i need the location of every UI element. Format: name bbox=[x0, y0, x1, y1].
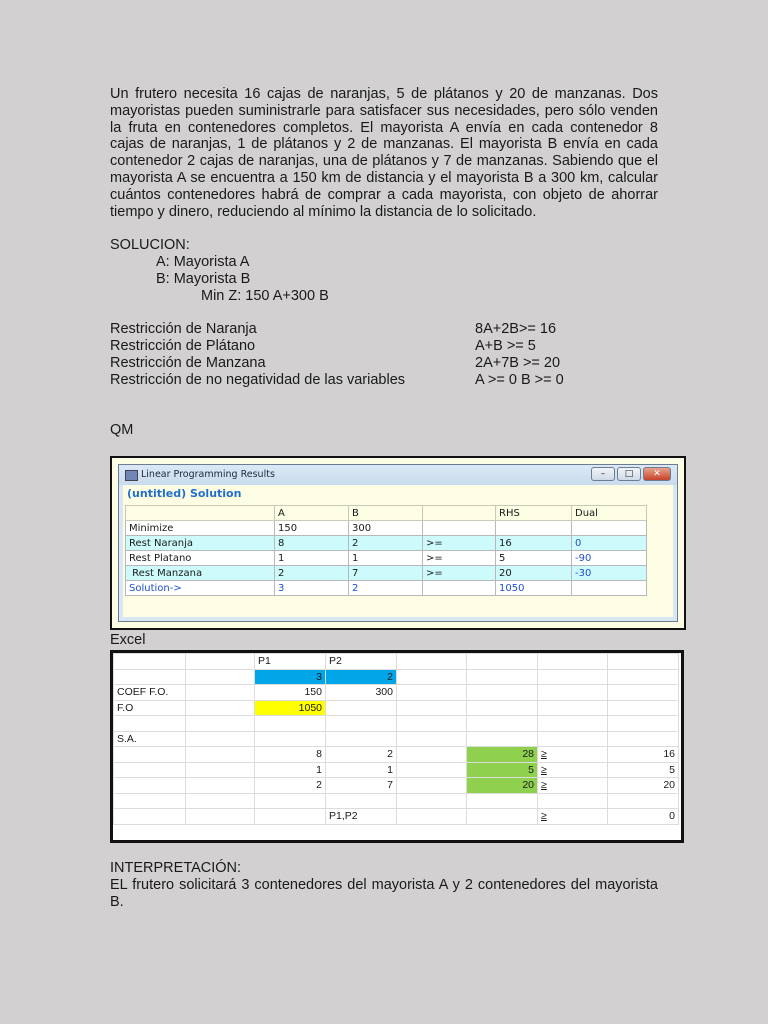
header-cell: Dual bbox=[572, 506, 647, 521]
table-cell: 1050 bbox=[496, 581, 572, 596]
table-cell: 1 bbox=[275, 551, 349, 566]
table-row bbox=[126, 536, 647, 551]
problem-statement: Un frutero necesita 16 cajas de naranjas, 5 de plátanos y 20 de manzanas. Dos mayoristas pueden suministrarle para satisfacer sus necesidades, pero sólo venden la fruta en contenedores completos. El mayorista A envía en cada contenedor 8 cajas de naranjas, 1 de plátanos y 2 de manzanas. El mayorista B envía en cada contenedor 2 cajas de naranjas, una de plátanos y 7 de manzanas. Sabiendo que el mayorista A se encuentra a 150 km de distancia y el mayorista B a 300 km, calcular cuántos contenedores habrá de comprar a cada mayorista, con objeto de ahorrar tiempo y dinero, reduciendo al mínimo la distancia de lo solicitado. bbox=[110, 86, 658, 220]
constraint-nonnegativity bbox=[110, 372, 658, 389]
variable-b: B: Mayorista B bbox=[156, 270, 251, 287]
table-cell: 2 bbox=[349, 536, 423, 551]
cell bbox=[186, 654, 255, 670]
table-cell: 0 bbox=[572, 536, 647, 551]
cell: 300 bbox=[326, 685, 397, 701]
sheet-row bbox=[114, 700, 679, 716]
table-cell: Minimize bbox=[126, 521, 275, 536]
qm-results-pane bbox=[123, 485, 673, 617]
cell: ≥ bbox=[538, 809, 608, 825]
interpretation-text: EL frutero solicitará 3 contenedores del mayorista A y 2 contenedores del mayorista B. bbox=[110, 876, 658, 910]
cell: 150 bbox=[255, 685, 326, 701]
cell: 20 bbox=[608, 778, 679, 794]
qm-window bbox=[118, 464, 678, 622]
solution-heading: SOLUCION: bbox=[110, 237, 190, 254]
table-row bbox=[126, 566, 647, 581]
table-cell: 150 bbox=[275, 521, 349, 536]
table-cell: 3 bbox=[275, 581, 349, 596]
sheet-row bbox=[114, 778, 679, 794]
interpretation-section bbox=[110, 860, 658, 910]
cell: 1 bbox=[255, 762, 326, 778]
sheet-row bbox=[114, 731, 679, 747]
cell: 7 bbox=[326, 778, 397, 794]
table-cell: 1 bbox=[349, 551, 423, 566]
table-cell: >= bbox=[423, 536, 496, 551]
constraint-expr: A+B >= 5 bbox=[475, 337, 536, 354]
table-row bbox=[126, 551, 647, 566]
cell: 5 bbox=[608, 762, 679, 778]
table-cell bbox=[572, 581, 647, 596]
header-cell: A bbox=[275, 506, 349, 521]
document-body bbox=[110, 86, 658, 439]
qm-label: QM bbox=[110, 421, 134, 438]
variable-b-cell: 2 bbox=[326, 669, 397, 685]
qm-titlebar bbox=[119, 465, 677, 485]
cell bbox=[467, 654, 538, 670]
minimize-button[interactable]: – bbox=[591, 467, 615, 481]
constraint-label: Restricción de Plátano bbox=[110, 337, 256, 354]
constraint-expr: 8A+2B>= 16 bbox=[475, 321, 557, 338]
solution-row bbox=[126, 581, 647, 596]
header-cell: RHS bbox=[496, 506, 572, 521]
sheet-row bbox=[114, 654, 679, 670]
table-cell bbox=[423, 581, 496, 596]
cell: 2 bbox=[255, 778, 326, 794]
table-cell: Rest Naranja bbox=[126, 536, 275, 551]
constraint-naranja bbox=[110, 321, 658, 338]
sheet-row bbox=[114, 716, 679, 732]
cell: 0 bbox=[608, 809, 679, 825]
table-cell: 5 bbox=[496, 551, 572, 566]
table-cell: Rest Manzana bbox=[126, 566, 275, 581]
close-button[interactable]: ✕ bbox=[643, 467, 671, 481]
lhs-cell: 28 bbox=[467, 747, 538, 763]
table-cell bbox=[572, 521, 647, 536]
cell: 2 bbox=[326, 747, 397, 763]
table-cell bbox=[496, 521, 572, 536]
sheet-row bbox=[114, 669, 679, 685]
cell bbox=[538, 654, 608, 670]
header-cell bbox=[126, 506, 275, 521]
objective-cell: 1050 bbox=[255, 700, 326, 716]
table-cell: Solution-> bbox=[126, 581, 275, 596]
table-row bbox=[126, 521, 647, 536]
table-header-row bbox=[126, 506, 647, 521]
table-cell: -30 bbox=[572, 566, 647, 581]
cell: 1 bbox=[326, 762, 397, 778]
table-cell: 300 bbox=[349, 521, 423, 536]
constraint-expr: 2A+7B >= 20 bbox=[475, 354, 561, 371]
sheet-row bbox=[114, 809, 679, 825]
maximize-button[interactable]: □ bbox=[617, 467, 641, 481]
interpretation-heading: INTERPRETACIÓN: bbox=[110, 860, 242, 876]
lhs-cell: 20 bbox=[467, 778, 538, 794]
table-cell bbox=[423, 521, 496, 536]
cell: 8 bbox=[255, 747, 326, 763]
cell: 16 bbox=[608, 747, 679, 763]
cell bbox=[114, 654, 186, 670]
cell: ≥ bbox=[538, 762, 608, 778]
sheet-row bbox=[114, 793, 679, 809]
table-cell: 20 bbox=[496, 566, 572, 581]
excel-screenshot bbox=[110, 650, 684, 843]
table-cell: >= bbox=[423, 551, 496, 566]
sheet-row bbox=[114, 685, 679, 701]
table-cell: 16 bbox=[496, 536, 572, 551]
constraint-label: Restricción de Manzana bbox=[110, 354, 266, 371]
cell: P2 bbox=[326, 654, 397, 670]
constraint-label: Restricción de no negatividad de las variables bbox=[110, 371, 406, 388]
cell: COEF F.O. bbox=[114, 685, 186, 701]
objective-function: Min Z: 150 A+300 B bbox=[201, 287, 329, 304]
variable-a: A: Mayorista A bbox=[156, 253, 250, 270]
header-cell: B bbox=[349, 506, 423, 521]
table-cell: 2 bbox=[349, 581, 423, 596]
header-cell bbox=[423, 506, 496, 521]
cell bbox=[397, 654, 467, 670]
solution-title: (untitled) Solution bbox=[127, 487, 242, 500]
constraint-manzana bbox=[110, 355, 658, 372]
constraint-platano bbox=[110, 338, 658, 355]
table-cell: Rest Platano bbox=[126, 551, 275, 566]
cell bbox=[608, 654, 679, 670]
cell: ≥ bbox=[538, 778, 608, 794]
table-cell: 8 bbox=[275, 536, 349, 551]
constraint-expr: A >= 0 B >= 0 bbox=[475, 371, 564, 388]
cell: ≥ bbox=[538, 747, 608, 763]
table-cell: >= bbox=[423, 566, 496, 581]
cell: P1,P2 bbox=[326, 809, 397, 825]
qm-screenshot bbox=[110, 456, 686, 630]
excel-sheet bbox=[113, 653, 679, 825]
qm-results-table bbox=[125, 505, 647, 596]
constraint-label: Restricción de Naranja bbox=[110, 321, 257, 338]
app-icon bbox=[125, 470, 138, 481]
excel-label: Excel bbox=[110, 632, 146, 648]
cell: S.A. bbox=[114, 731, 186, 747]
variable-a-cell: 3 bbox=[255, 669, 326, 685]
sheet-row bbox=[114, 747, 679, 763]
cell: P1 bbox=[255, 654, 326, 670]
table-cell: 2 bbox=[275, 566, 349, 581]
qm-window-title: Linear Programming Results bbox=[141, 469, 275, 480]
table-cell: -90 bbox=[572, 551, 647, 566]
cell: F.O bbox=[114, 700, 186, 716]
sheet-row bbox=[114, 762, 679, 778]
lhs-cell: 5 bbox=[467, 762, 538, 778]
table-cell: 7 bbox=[349, 566, 423, 581]
